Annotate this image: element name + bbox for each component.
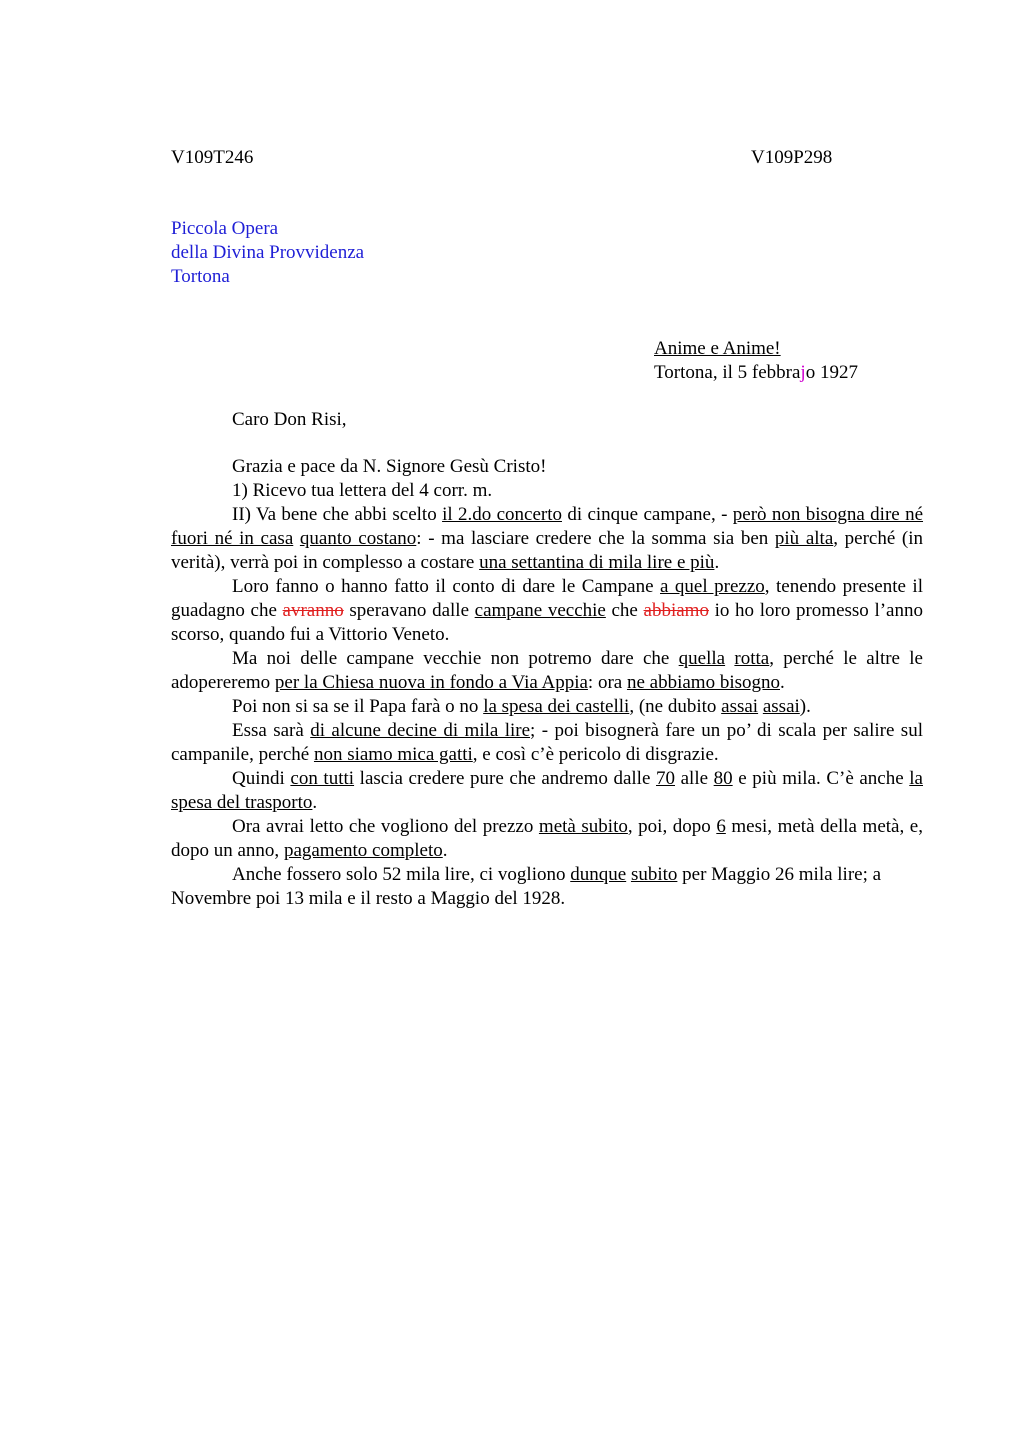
text-run: Ora avrai letto che vogliono del prezzo bbox=[232, 816, 539, 837]
underlined-text: rotta bbox=[734, 648, 770, 669]
paragraph bbox=[171, 479, 923, 503]
text-run: di cinque campane, - bbox=[561, 504, 733, 525]
salutation: Caro Don Risi, bbox=[232, 409, 347, 430]
paragraph bbox=[171, 767, 923, 815]
paragraph bbox=[171, 815, 923, 863]
underlined-text: campane vecchie bbox=[474, 600, 606, 621]
underlined-text: pagamento completo bbox=[283, 840, 443, 861]
text-run: ; - poi bisognerà fare un po’ di scala per salire sul campanile, perché bbox=[171, 720, 923, 765]
underlined-text: la spesa del trasporto bbox=[171, 768, 923, 813]
paragraph bbox=[171, 647, 923, 695]
text-run: 1) Ricevo tua lettera del 4 corr. m. bbox=[232, 480, 493, 501]
dateline-correction-mark: j bbox=[800, 362, 806, 383]
struck-correction: abbiamo bbox=[643, 600, 709, 621]
text-run: ). bbox=[799, 696, 811, 717]
underlined-text: subito bbox=[630, 864, 678, 885]
underlined-text: la spesa dei castelli bbox=[483, 696, 630, 717]
text-run: : - ma lasciare credere che la somma sia ben bbox=[416, 528, 775, 549]
text-run: , perché (in verità), verrà poi in complesso a costare bbox=[171, 528, 924, 573]
text-run: io ho loro promesso l’anno scorso, quando fui a Vittorio Veneto. bbox=[171, 600, 923, 645]
paragraph bbox=[171, 695, 923, 719]
paragraph bbox=[171, 719, 923, 767]
text-run: Grazia e pace da N. Signore Gesù Cristo! bbox=[232, 456, 547, 477]
paragraph bbox=[171, 863, 923, 911]
underlined-text: 6 bbox=[716, 816, 726, 837]
text-run: , tenendo presente il guadagno che bbox=[171, 576, 923, 621]
text-run: . bbox=[714, 552, 720, 573]
letterhead-line-2: della Divina Provvidenza bbox=[171, 242, 365, 263]
underlined-text: dunque bbox=[570, 864, 627, 885]
paragraph bbox=[171, 503, 923, 575]
text-run: lascia credere pure che andremo dalle bbox=[354, 768, 656, 789]
underlined-text: quanto costano bbox=[299, 528, 417, 549]
text-run: : ora bbox=[587, 672, 627, 693]
underlined-text: metà subito bbox=[538, 816, 628, 837]
text-run: speravano dalle bbox=[343, 600, 475, 621]
paragraph bbox=[171, 575, 923, 647]
underlined-text: una settantina di mila lire e più bbox=[479, 552, 715, 573]
text-run: , poi, dopo bbox=[627, 816, 717, 837]
text-run: . bbox=[780, 672, 785, 693]
archive-ref-right: V109P298 bbox=[751, 147, 833, 168]
text-run: mesi, metà della metà, e, dopo un anno, bbox=[171, 816, 923, 861]
dateline-place-date-after: o 1927 bbox=[805, 362, 858, 383]
text-run bbox=[293, 528, 300, 549]
underlined-text: più alta bbox=[774, 528, 834, 549]
text-run: , (ne dubito bbox=[629, 696, 722, 717]
text-run: Ma noi delle campane vecchie non potremo dare che bbox=[232, 648, 679, 669]
dateline-place-date-before: Tortona, il 5 febbra bbox=[654, 362, 801, 383]
underlined-text: per la Chiesa nuova in fondo a Via Appia bbox=[274, 672, 588, 693]
text-run: Quindi bbox=[232, 768, 291, 789]
text-run: e più mila. C’è anche bbox=[732, 768, 910, 789]
text-run: , e così c’è pericolo di disgrazie. bbox=[472, 744, 719, 765]
text-run: Essa sarà bbox=[232, 720, 311, 741]
text-run: . bbox=[442, 840, 448, 861]
text-run: II) Va bene che abbi scelto bbox=[232, 504, 443, 525]
paragraph bbox=[171, 455, 923, 479]
text-run: Anche fossero solo 52 mila lire, ci vogliono bbox=[232, 864, 571, 885]
underlined-text: assai bbox=[721, 696, 759, 717]
letter-body bbox=[171, 455, 923, 911]
text-run: , perché le altre le adopereremo bbox=[171, 648, 923, 693]
underlined-text: 80 bbox=[713, 768, 733, 789]
letterhead-line-3: Tortona bbox=[171, 266, 230, 287]
underlined-text: però non bisogna dire né fuori né in casa bbox=[171, 504, 924, 549]
text-run: per Maggio 26 mila lire; a Novembre poi 13 mila e il resto a Maggio del 1928. bbox=[171, 864, 882, 909]
text-run: alle bbox=[675, 768, 714, 789]
text-run: che bbox=[605, 600, 644, 621]
archive-ref-left: V109T246 bbox=[171, 147, 254, 168]
underlined-text: ne abbiamo bisogno bbox=[626, 672, 780, 693]
underlined-text: con tutti bbox=[290, 768, 355, 789]
text-run bbox=[725, 648, 734, 669]
letterhead bbox=[171, 217, 364, 289]
text-run: Poi non si sa se il Papa farà o no bbox=[232, 696, 484, 717]
underlined-text: 70 bbox=[656, 768, 675, 789]
underlined-text: quella bbox=[678, 648, 726, 669]
underlined-text: di alcune decine di mila lire bbox=[310, 720, 531, 741]
letterhead-line-1: Piccola Opera bbox=[171, 218, 279, 239]
text-run: Loro fanno o hanno fatto il conto di dare le Campane bbox=[232, 576, 661, 597]
underlined-text: assai bbox=[762, 696, 800, 717]
text-run: . bbox=[312, 792, 318, 813]
struck-correction: avranno bbox=[282, 600, 344, 621]
underlined-text: non siamo mica gatti bbox=[313, 744, 473, 765]
dateline-title: Anime e Anime! bbox=[654, 338, 781, 359]
dateline-place-date bbox=[654, 361, 858, 385]
dateline bbox=[654, 337, 858, 385]
underlined-text: a quel prezzo bbox=[660, 576, 765, 597]
underlined-text: il 2.do concerto bbox=[442, 504, 562, 525]
